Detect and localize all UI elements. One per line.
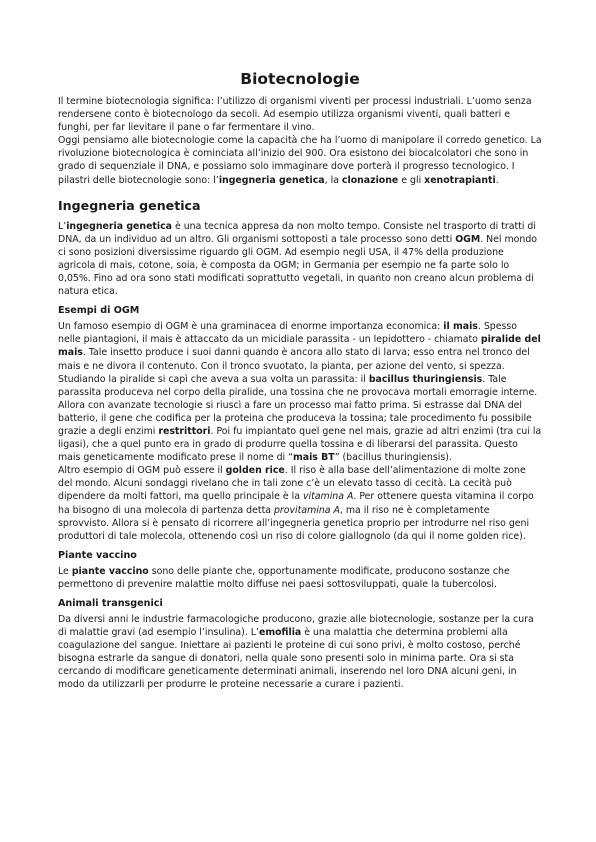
document-title: Biotecnologie [240, 70, 360, 88]
section-heading-ingegneria: Ingegneria genetica [58, 197, 201, 213]
animali-paragraph: Da diversi anni le industrie farmacologiche producono, grazie alle biotecnologie, sostanze per la cura di malattie gravi (ad esempio l’insulina). L’emofilia è una malattia che determina problemi alla coagulazione del sangue. Iniettare ai pazienti le proteine di cui sono privi, è molto costoso, perché bisogna estrarle da sangue di donatori, nella quale sono presenti solo in minima parte. Ora si sta cercando di modificare geneticamente determinati animali, inserendo nel loro DNA alcuni geni, in modo da utilizzarli per produrre le proteine necessarie a curare i pazienti. [58, 614, 534, 691]
document-page [58, 70, 542, 692]
piante-paragraph: Le piante vaccino sono delle piante che, opportunamente modificate, producono sostanze che permettono di prevenire malattie molto diffuse nei paesi sottosviluppati, quale la tubercolosi. [58, 565, 510, 590]
intro-paragraph-2: Oggi pensiamo alle biotecnologie come la capacità che ha l’uomo di manipolare il corredo genetico. La rivoluzione biotecnologica è cominciata all’inizio del 900. Ora esistono dei biocalcolatori che sono in grado di sequenziale il DNA, e possiamo solo immaginare dove porterà il progresso tecnologico. I pilastri delle biotecnologie sono: l’ingegneria genetica, la clonazione e gli xenotrapianti. [58, 135, 542, 186]
ingegneria-paragraph: L’ingegneria genetica è una tecnica appresa da non molto tempo. Consiste nel trasporto di tratti di DNA, da un individuo ad un altro. Gli organismi sottoposti a tale processo sono detti OGM. Nel mondo ci sono posizioni diversissime riguardo gli OGM. Ad esempio negli USA, il 47% della produzione agricola di mais, cotone, soia, è composta da OGM; in Germania per esempio ne fa parte solo lo 0,05%. Fino ad ora sono stati modificati soprattutto vegetali, in quanto non creano alcun problema di natura etica. [58, 220, 538, 298]
intro-paragraph-1: Il termine biotecnologia significa: l’utilizzo di organismi viventi per processi industriali. L’uomo senza rendersene conto è biotecnologo da secoli. Ad esempio utilizza organismi viventi, quali batteri e funghi, per far lievitare il pane o far fermentare il vino. [58, 96, 532, 134]
esempi-paragraph-mais: Un famoso esempio di OGM è una graminacea di enorme importanza economica: il mais. Spesso nelle piantagioni, il mais è attaccato da un micidiale parassita - un lepidottero - chiamato piralide del mais. Tale insetto produce i suoi danni quando è ancora allo stato di larva; esso entra nel tronco del mais e ne divora il contenuto. Con il tronco svuotato, la pianta, per azione del vento, si spezza. Studiando la piralide si capì che aveva a sua volta un parassita: il bacillus thuringiensis. Tale parassita produceva nel corpo della piralide, una tossina che ne provocava mortali emorragie interne. Allora con avanzate tecnologie si riuscì a fare un processo mai fatto prima. Si estrasse dal DNA del batterio, il gene che codifica per la proteina che produceva la tossina; tale procedimento fu possibile grazie a degli enzimi restrittori. Poi fu impiantato quel gene nel mais, grazie ad altri enzimi (tra cui la ligasi), che a quel punto era in grado di produrre quella tossina e di liberarsi del parassita. Questo mais geneticamente modificato prese il nome di “mais BT” (bacillus thuringiensis). [58, 321, 542, 464]
esempi-paragraph-golden-rice: Altro esempio di OGM può essere il golden rice. Il riso è alla base dell’alimentazione di molte zone del mondo. Alcuni sondaggi rivelano che in tali zone c’è un elevato tasso di cecità. La cecità può dipendere da molti fattori, ma quello principale è la vitamina A. Per ottenere questa vitamina il corpo ha bisogno di una molecola di partenza detta provitamina A, ma il riso ne è completamente sprovvisto. Allora si è pensato di ricorrere all’ingegneria genetica proprio per introdurre nel riso geni produttori di tale molecola, ottenendo così un riso di colore giallognolo (da qui il nome golden rice). [58, 465, 534, 542]
subsection-heading-animali: Animali transgenici [58, 598, 163, 609]
subsection-heading-piante: Piante vaccino [58, 549, 137, 561]
subsection-heading-esempi: Esempi di OGM [58, 305, 140, 317]
